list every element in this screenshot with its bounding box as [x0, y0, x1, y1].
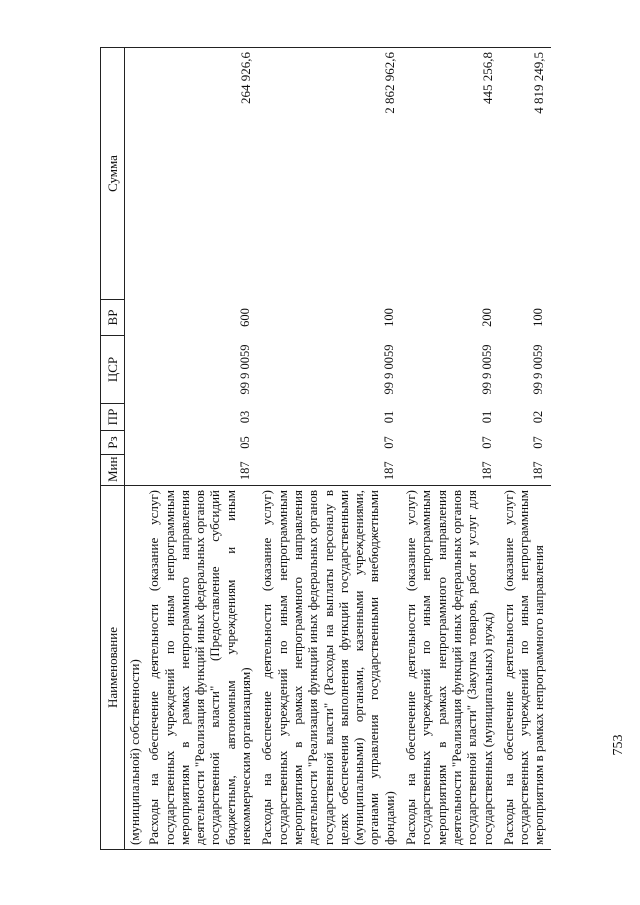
row-rz: 05 — [238, 436, 253, 449]
row-pr: 03 — [238, 410, 253, 424]
rotated-page — [100, 48, 607, 850]
row-name: Расходы на обеспечение деятельности (оказание услуг) государственных учреждений по иным непрограммным мероприятиям в рамках непрограммного направления деятельности "Реализация функций иных федеральных органов государственной власти" (Расходы на выплаты персоналу в целях обеспечения выполнения функций государственными (муниципальными) органами, казенными учреждениями, органами управления государственными внебюджетными фондами) — [257, 486, 401, 850]
row-vr: 100 — [381, 308, 396, 327]
table-row — [257, 48, 401, 850]
row-pr: 01 — [479, 410, 494, 424]
table-row — [401, 48, 499, 850]
row-csr: 99 9 0059 — [479, 344, 494, 395]
row-sum: 2 862 962,6 — [257, 48, 401, 300]
row-rz: 07 — [479, 436, 494, 449]
row-sum: 4 819 249,5 — [499, 48, 551, 300]
page-number: 753 — [611, 734, 626, 756]
table-header-row — [101, 48, 125, 850]
header-min: Мин — [101, 455, 125, 486]
header-vr: ВР — [101, 300, 125, 336]
row-vr: 100 — [531, 308, 546, 327]
table-row — [144, 48, 257, 850]
header-sum: Сумма — [101, 48, 125, 300]
row-min: 187 — [381, 461, 396, 481]
row-csr: 99 9 0059 — [238, 344, 253, 395]
table-row — [499, 48, 551, 850]
row-name: Расходы на обеспечение деятельности (оказание услуг) государственных учреждений по иным непрограммным мероприятиям в рамках непрограммного направления — [499, 486, 551, 850]
row-min: 187 — [479, 461, 494, 481]
row-min: 187 — [531, 461, 546, 481]
row-rz: 07 — [531, 436, 546, 449]
continuation-row — [125, 48, 145, 850]
row-sum: 264 926,6 — [144, 48, 257, 300]
budget-table — [100, 47, 551, 850]
row-pr: 01 — [381, 410, 396, 424]
row-pr: 02 — [531, 410, 546, 424]
continuation-text: (муниципальной) собственности) — [125, 486, 145, 850]
row-name: Расходы на обеспечение деятельности (оказание услуг) государственных учреждений по иным непрограммным мероприятиям в рамках непрограммного направления деятельности "Реализация функций иных федеральных органов государственной власти" (Закупка товаров, работ и услуг для государственных (муниципальных) нужд) — [401, 486, 499, 850]
header-pr: ПР — [101, 404, 125, 431]
row-rz: 07 — [381, 436, 396, 449]
row-sum: 445 256,8 — [401, 48, 499, 300]
row-min: 187 — [238, 461, 253, 481]
row-csr: 99 9 0059 — [381, 344, 396, 395]
row-vr: 600 — [238, 308, 253, 327]
header-csr: ЦСР — [101, 336, 125, 404]
header-rz: Рз — [101, 431, 125, 455]
header-name: Наименование — [101, 486, 125, 850]
row-name: Расходы на обеспечение деятельности (оказание услуг) государственных учреждений по иным непрограммным мероприятиям в рамках непрограммного направления деятельности "Реализация функций иных федеральных органов государственной власти" (Предоставление субсидий бюджетным, автономным учреждениям и иным некоммерческим организациям) — [144, 486, 257, 850]
row-vr: 200 — [479, 308, 494, 327]
row-csr: 99 9 0059 — [531, 344, 546, 395]
rotated-table-frame — [100, 48, 607, 850]
